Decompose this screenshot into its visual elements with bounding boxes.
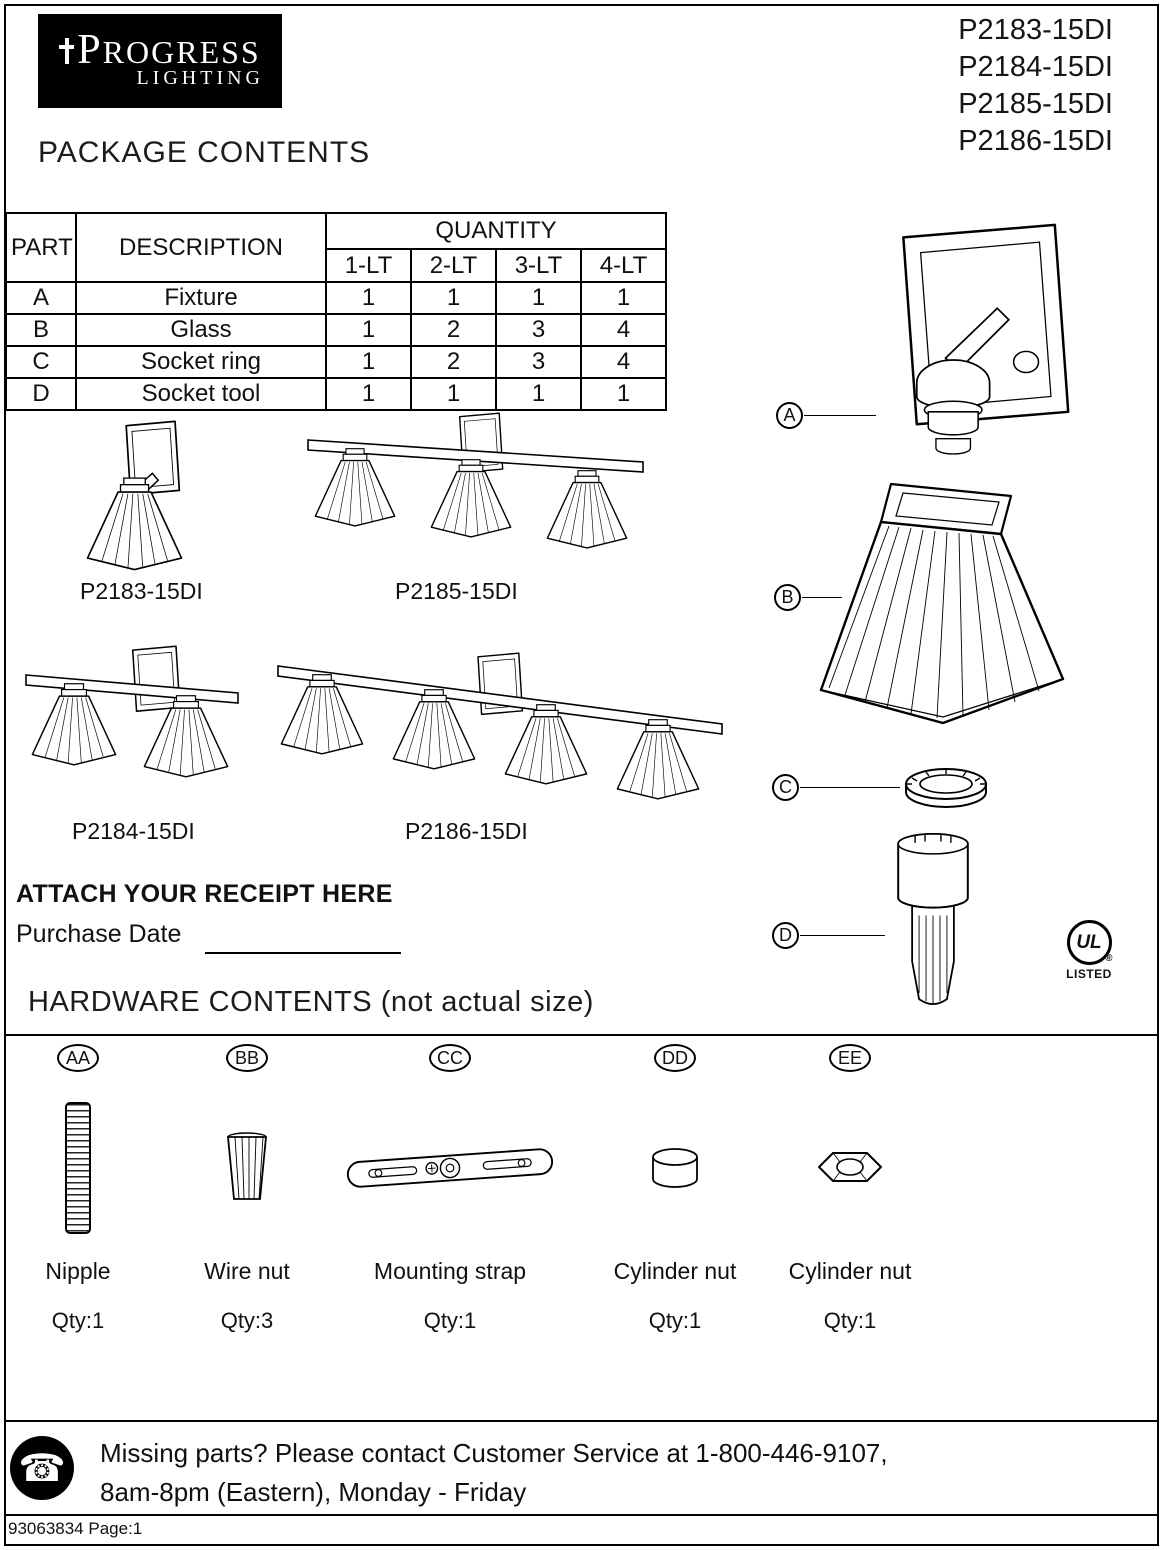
hardware-qty: Qty:1 xyxy=(648,1308,702,1333)
hardware-item-hex-nut xyxy=(770,1044,930,1334)
callout-d-leader xyxy=(800,935,885,936)
cylinder-nut-drawing xyxy=(595,1084,755,1252)
part-a-fixture-drawing xyxy=(880,222,1105,505)
fixture-label-3light: P2185-15DI xyxy=(395,578,518,604)
model-number: P2183-15DI xyxy=(958,14,1113,46)
fixture-illustration-1light xyxy=(70,418,205,581)
cell-qty: 2 xyxy=(411,314,496,346)
cell-qty: 1 xyxy=(581,378,666,410)
cell-part: D xyxy=(6,378,76,410)
hardware-id-cc: CC xyxy=(429,1044,471,1072)
hardware-name: Wire nut xyxy=(204,1258,290,1284)
hardware-divider xyxy=(4,1034,1159,1036)
col-2lt: 2-LT xyxy=(411,249,496,282)
model-number: P2185-15DI xyxy=(958,88,1113,120)
cell-description: Fixture xyxy=(76,282,326,314)
document-number: 93063834 Page:1 xyxy=(8,1519,143,1538)
cell-qty: 1 xyxy=(326,282,411,314)
hardware-id-ee: EE xyxy=(829,1044,871,1072)
cell-qty: 2 xyxy=(411,346,496,378)
model-number-list xyxy=(958,12,1113,160)
hardware-name: Cylinder nut xyxy=(613,1258,737,1284)
hardware-name: Cylinder nut xyxy=(788,1258,912,1284)
cell-qty: 4 xyxy=(581,314,666,346)
cell-qty: 1 xyxy=(326,346,411,378)
hardware-name: Nipple xyxy=(45,1258,111,1284)
part-c-socket-ring-drawing xyxy=(900,760,992,825)
contact-line-1: Missing parts? Please contact Customer Service at 1-800-446-9107, xyxy=(100,1438,888,1468)
col-3lt: 3-LT xyxy=(496,249,581,282)
cell-qty: 1 xyxy=(581,282,666,314)
brand-subtitle: LIGHTING xyxy=(136,66,264,89)
hardware-id-aa: AA xyxy=(57,1044,99,1072)
part-d-socket-tool-drawing xyxy=(885,830,981,1020)
cell-description: Socket tool xyxy=(76,378,326,410)
hardware-name: Mounting strap xyxy=(373,1258,527,1284)
fixture-label-2light: P2184-15DI xyxy=(72,818,195,844)
registered-symbol: ® xyxy=(1105,953,1113,964)
col-quantity: QUANTITY xyxy=(326,213,666,249)
hardware-qty: Qty:1 xyxy=(51,1308,105,1333)
model-number: P2186-15DI xyxy=(958,125,1113,157)
purchase-date-label: Purchase Date xyxy=(16,920,182,948)
brand-logo xyxy=(38,14,282,108)
contact-line-2: 8am-8pm (Eastern), Monday - Friday xyxy=(100,1477,527,1507)
cell-qty: 1 xyxy=(326,314,411,346)
callout-a-leader xyxy=(804,415,876,416)
cell-qty: 3 xyxy=(496,314,581,346)
part-b-glass-drawing xyxy=(793,476,1093,753)
col-part: PART xyxy=(6,213,76,282)
cross-icon xyxy=(59,38,74,64)
parts-table xyxy=(5,212,667,411)
table-row xyxy=(6,378,666,410)
hardware-id-dd: DD xyxy=(654,1044,696,1072)
table-row xyxy=(6,314,666,346)
hardware-item-mounting-strap xyxy=(340,1044,560,1334)
col-1lt: 1-LT xyxy=(326,249,411,282)
cell-qty: 1 xyxy=(496,378,581,410)
table-row xyxy=(6,282,666,314)
footer-divider xyxy=(4,1514,1159,1516)
model-number: P2184-15DI xyxy=(958,51,1113,83)
cell-qty: 1 xyxy=(326,378,411,410)
ul-listed-mark xyxy=(1058,920,1120,981)
ul-monogram: UL xyxy=(1076,931,1102,953)
callout-b: B xyxy=(774,584,801,611)
wire-nut-drawing xyxy=(187,1084,307,1252)
cell-part: B xyxy=(6,314,76,346)
cell-qty: 1 xyxy=(411,378,496,410)
page-title: PACKAGE CONTENTS xyxy=(38,136,371,169)
hardware-qty: Qty:3 xyxy=(220,1308,274,1333)
table-row xyxy=(6,346,666,378)
attach-receipt-text: ATTACH YOUR RECEIPT HERE xyxy=(16,880,393,908)
callout-d: D xyxy=(772,922,799,949)
phone-icon: ☎ xyxy=(10,1436,74,1500)
fixture-illustration-2light xyxy=(22,645,242,822)
fixture-label-1light: P2183-15DI xyxy=(80,578,203,604)
mounting-strap-drawing xyxy=(340,1084,560,1252)
col-4lt: 4-LT xyxy=(581,249,666,282)
cell-part: C xyxy=(6,346,76,378)
contact-divider xyxy=(4,1420,1159,1422)
cell-qty: 1 xyxy=(411,282,496,314)
fixture-illustration-3light xyxy=(303,412,648,589)
hardware-id-bb: BB xyxy=(226,1044,268,1072)
hex-nut-drawing xyxy=(770,1084,930,1252)
cell-qty: 4 xyxy=(581,346,666,378)
callout-a: A xyxy=(776,402,803,429)
hardware-item-cylinder-nut xyxy=(595,1044,755,1334)
callout-c: C xyxy=(772,774,799,801)
purchase-date-line xyxy=(205,952,401,954)
brand-name: PROGRESS xyxy=(77,26,261,73)
hardware-qty: Qty:1 xyxy=(823,1308,877,1333)
col-description: DESCRIPTION xyxy=(76,213,326,282)
cell-qty: 3 xyxy=(496,346,581,378)
table-header-row xyxy=(6,213,666,249)
hardware-item-wire-nut xyxy=(187,1044,307,1334)
hardware-item-nipple xyxy=(18,1044,138,1334)
cell-description: Glass xyxy=(76,314,326,346)
callout-c-leader xyxy=(800,787,900,788)
ul-logo-icon xyxy=(1067,920,1112,965)
ul-listed-text: LISTED xyxy=(1066,967,1112,981)
cell-part: A xyxy=(6,282,76,314)
hardware-qty: Qty:1 xyxy=(423,1308,477,1333)
nipple-drawing xyxy=(18,1084,138,1252)
cell-description: Socket ring xyxy=(76,346,326,378)
fixture-label-4light: P2186-15DI xyxy=(405,818,528,844)
hardware-title: HARDWARE CONTENTS (not actual size) xyxy=(28,986,594,1018)
cell-qty: 1 xyxy=(496,282,581,314)
